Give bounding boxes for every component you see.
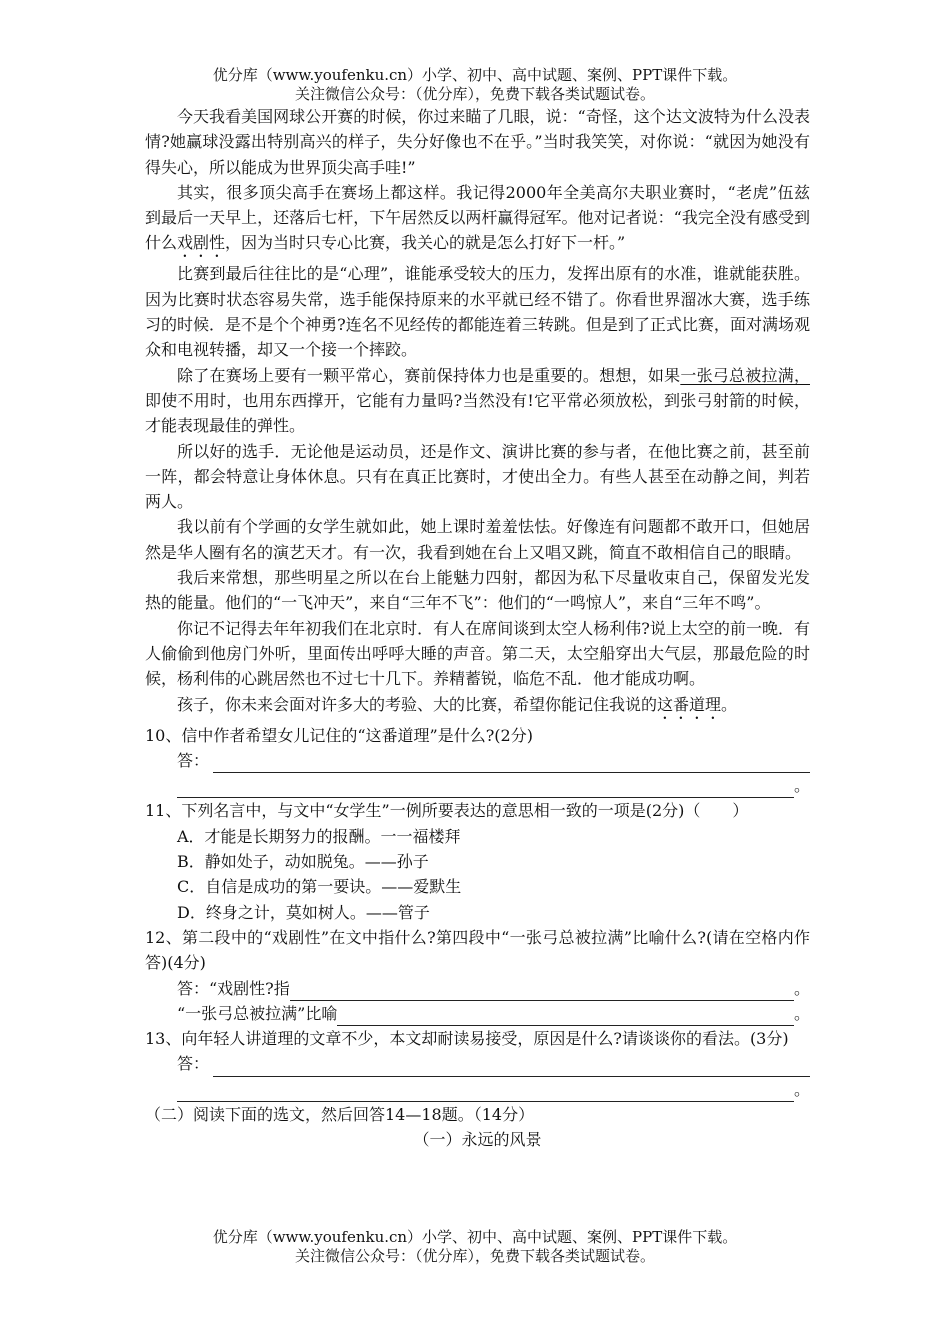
question-12: 12、第二段中的“戏剧性”在文中指什么?第四段中“一张弓总被拉满”比喻什么?(请在空格内作答)(4分) xyxy=(145,927,810,973)
option-c[interactable]: C．自信是成功的第一要诀。——爱默生 xyxy=(177,877,462,897)
question-10: 10、信中作者希望女儿记住的“这番道理”是什么?(2分) xyxy=(145,725,533,745)
question-11: 11、下列名言中，与文中“女学生”一例所要表达的意思相一致的一项是(2分)（ ） xyxy=(145,801,749,821)
passage-paragraph-5: 所以好的选手．无论他是运动员，还是作文、演讲比赛的参与者，在他比赛之前，甚至前一阵，都会特意让身体休息。只有在真正比赛时，才使出全力。有些人甚至在动静之间，判若两人。 xyxy=(145,441,810,512)
option-b[interactable]: B．静如处子，动如脱兔。——孙子 xyxy=(177,852,429,872)
answer-row-10b xyxy=(145,773,810,798)
passage-paragraph-2: 其实，很多顶尖高手在赛场上都这样。我记得2000年全美高尔夫职业赛时，“老虎”伍兹到最后一天早上，还落后七杆，下午居然反以两杆赢得冠军。他对记者说：“我完全没有感受到什么戏剧性，因为当时只专心比赛，我关心的就是怎么打好下一杆。” xyxy=(145,182,810,253)
question-13: 13、向年轻人讲道理的文章不少，本文却耐读易接受，原因是什么?请谈谈你的看法。(3分) xyxy=(145,1029,789,1049)
answer-row-12a xyxy=(145,976,810,1001)
answer-line-13b[interactable] xyxy=(177,1084,794,1102)
answer-end-mark-12b: 。 xyxy=(793,1003,810,1023)
option-d[interactable]: D．终身之计，莫如树人。——管子 xyxy=(177,902,430,922)
passage-paragraph-8: 你记不记得去年年初我们在北京时．有人在席间谈到太空人杨利伟?说上太空的前一晚．有人偷偷到他房门外听，里面传出呼呼大睡的声音。第二天，太空船穿出大气层，那最危险的时候，杨利伟的心跳居然也不过七十几下。养精蓄锐，临危不乱．他才能成功啊。 xyxy=(145,618,810,689)
footer-line-2: 关注微信公众号：（优分库），免费下载各类试题试卷。 xyxy=(294,1247,655,1265)
answer-row-12b xyxy=(145,1001,810,1026)
answer-row-13 xyxy=(145,1051,810,1076)
page-header xyxy=(0,66,950,104)
passage-paragraph-4: 除了在赛场上要有一颗平常心，赛前保持体力也是重要的。想想，如果一张弓总被拉满，即使不用时，也用东西撑开，它能有力量吗?当然没有!它平常必须放松，到张弓射箭的时候，才能表现最佳的弹性。 xyxy=(145,365,810,436)
answer-end-mark-13: 。 xyxy=(793,1079,810,1099)
answer-end-mark-12a: 。 xyxy=(793,978,810,998)
page-body xyxy=(145,104,810,1153)
emphasized-term-reasoning: 这番道理 xyxy=(657,694,722,714)
page-footer xyxy=(0,1228,950,1266)
passage-paragraph-9: 孩子，你未来会面对许多大的考验、大的比赛，希望你能记住我说的这番道理。 xyxy=(177,694,738,714)
passage-paragraph-6: 我以前有个学画的女学生就如此，她上课时羞羞怯怯。好像连有问题都不敢开口，但她居然是华人圈有名的演艺天才。有一次，我看到她在台上又唱又跳，简直不敢相信自己的眼睛。 xyxy=(145,517,810,562)
passage-paragraph-1: 今天我看美国网球公开赛的时候，你过来瞄了几眼，说：“奇怪，这个达文波特为什么没表情?她赢球没露出特别高兴的样子，失分好像也不在乎。”当时我笑笑，对你说：“就因为她没有得失心，所以能成为世界顶尖高手哇!” xyxy=(145,107,810,177)
footer-line-1: 优分库（www.youfenku.cn）小学、初中、高中试题、案例、PPT课件下载。 xyxy=(212,1228,738,1246)
underlined-phrase-bow: 一张弓总被拉满， xyxy=(680,365,810,385)
answer-line-12a[interactable] xyxy=(290,983,794,1001)
answer-line-10a[interactable] xyxy=(213,755,810,773)
header-line-2: 关注微信公众号：（优分库），免费下载各类试题试卷。 xyxy=(294,85,655,103)
answer-line-13a[interactable] xyxy=(213,1059,810,1077)
answer-line-10b[interactable] xyxy=(177,780,794,798)
answer-label-13: 答： xyxy=(177,1054,210,1074)
answer-label-12a: 答：“戏剧性?指 xyxy=(177,978,290,998)
answer-row-10 xyxy=(145,748,810,773)
header-line-1: 优分库（www.youfenku.cn）小学、初中、高中试题、案例、PPT课件下载。 xyxy=(212,66,738,84)
passage-paragraph-7: 我后来常想，那些明星之所以在台上能魅力四射，都因为私下尽量收束自己，保留发光发热的能量。他们的“一飞冲天”，来自“三年不飞”：他们的“一鸣惊人”，来自“三年不鸣”。 xyxy=(145,568,810,613)
answer-line-12b[interactable] xyxy=(337,1008,794,1026)
section-2-title: （一）永远的风景 xyxy=(413,1130,542,1150)
emphasized-term-drama: 戏剧性 xyxy=(177,233,226,253)
passage-paragraph-3: 比赛到最后往往比的是“心理”，谁能承受较大的压力，发挥出原有的水准，谁就能获胜。因为比赛时状态容易失常，选手能保持原来的水平就已经不错了。你看世界溜冰大赛，选手练习的时候．是不是个个神勇?连名不见经传的都能连着三转跳。但是到了正式比赛，面对满场观众和电视转播，却又一个接一个摔跤。 xyxy=(145,264,810,360)
answer-end-mark-10: 。 xyxy=(793,776,810,796)
answer-label-12b: “一张弓总被拉满”比喻 xyxy=(177,1003,338,1023)
answer-label-10: 答： xyxy=(177,750,210,770)
answer-row-13b xyxy=(145,1077,810,1102)
option-a[interactable]: A．才能是长期努力的报酬。一一福楼拜 xyxy=(177,826,461,846)
section-2-intro: （二）阅读下面的选文，然后回答14—18题。（14分） xyxy=(145,1104,535,1124)
